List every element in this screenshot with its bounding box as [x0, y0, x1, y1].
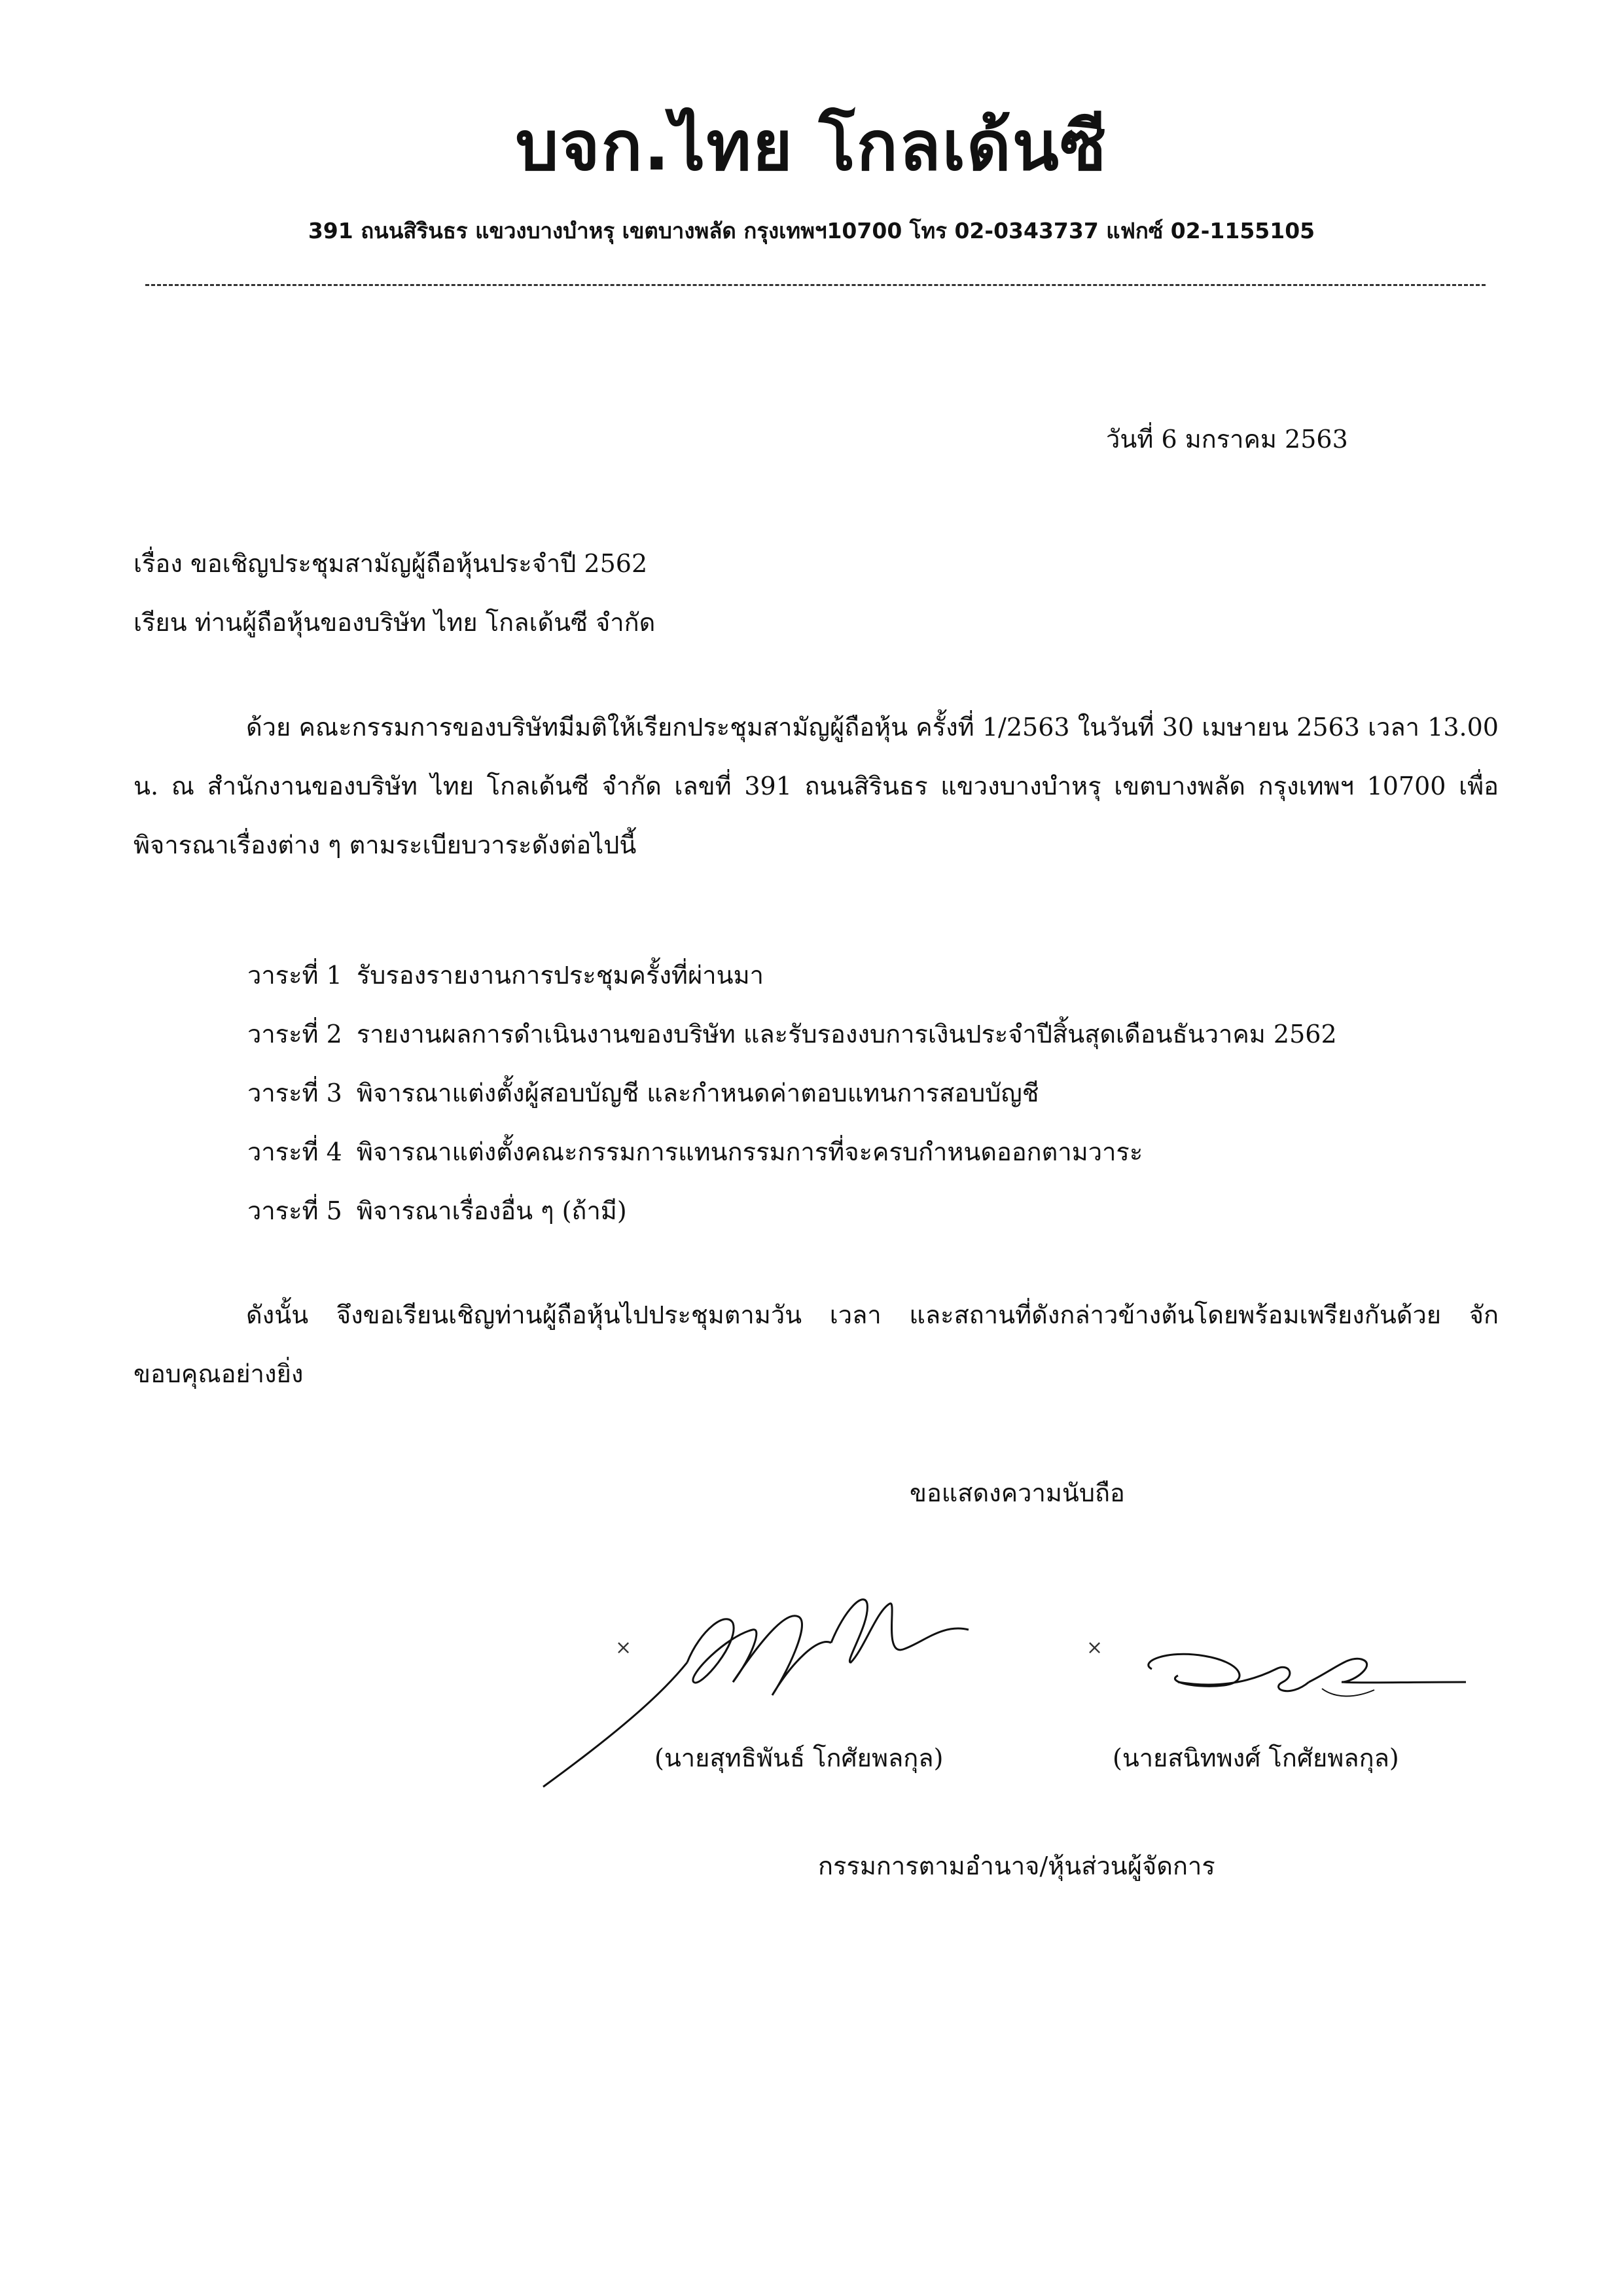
company-name: บจก.ไทย โกลเด้นซี	[515, 106, 1108, 186]
agenda-number: วาระที่ 1	[247, 961, 342, 990]
agenda-item	[247, 1067, 1337, 1126]
agenda-text: พิจารณาเรื่องอื่น ๆ (ถ้ามี)	[356, 1196, 627, 1225]
signer-2-name: (นายสนิทพงศ์ โกศัยพลกุล)	[1113, 1744, 1399, 1772]
closing-paragraph: ดังนั้น จึงขอเรียนเชิญท่านผู้ถือหุ้นไปประชุมตามวัน เวลา และสถานที่ดังกล่าวข้างต้นโดยพร้อมเพรียงกันด้วย จักขอบคุณอย่างยิ่ง	[134, 1300, 1499, 1388]
header-divider	[145, 284, 1486, 286]
agenda-number: วาระที่ 4	[247, 1138, 342, 1166]
letter-salutation: เรียน ท่านผู้ถือหุ้นของบริษัท ไทย โกลเด้นซี จำกัด	[134, 608, 656, 637]
agenda-item	[247, 1008, 1337, 1067]
agenda-number: วาระที่ 2	[247, 1020, 342, 1049]
sign-off: ขอแสดงความนับถือ	[910, 1479, 1125, 1507]
letter-date: วันที่ 6 มกราคม 2563	[1106, 425, 1348, 454]
company-address: 391 ถนนสิรินธร แขวงบางบำหรุ เขตบางพลัด กรุงเทพฯ10700 โทร 02-0343737 แฟกซ์ 02-1155105	[308, 218, 1315, 243]
agenda-item	[247, 1185, 1337, 1244]
agenda-text: พิจารณาแต่งตั้งคณะกรรมการแทนกรรมการที่จะครบกำหนดออกตามวาระ	[356, 1138, 1143, 1166]
signer-title: กรรมการตามอำนาจ/หุ้นส่วนผู้จัดการ	[818, 1852, 1215, 1880]
agenda-item	[247, 1126, 1337, 1185]
agenda-number: วาระที่ 5	[247, 1196, 342, 1225]
signature-mark-1: ×	[615, 1636, 632, 1659]
agenda-text: รับรองรายงานการประชุมครั้งที่ผ่านมา	[356, 961, 764, 990]
agenda-text: พิจารณาแต่งตั้งผู้สอบบัญชี และกำหนดค่าตอบแทนการสอบบัญชี	[356, 1079, 1039, 1107]
agenda-text: รายงานผลการดำเนินงานของบริษัท และรับรองงบการเงินประจำปีสิ้นสุดเดือนธันวาคม 2562	[356, 1020, 1337, 1049]
agenda-item	[247, 949, 1337, 1008]
agenda-number: วาระที่ 3	[247, 1079, 342, 1107]
signature-mark-2: ×	[1086, 1636, 1103, 1659]
letter-subject: เรื่อง ขอเชิญประชุมสามัญผู้ถือหุ้นประจำปี 2562	[134, 549, 648, 578]
agenda-list	[247, 949, 1337, 1244]
signer-1-name: (นายสุทธิพันธ์ โกศัยพลกุล)	[654, 1744, 944, 1772]
intro-paragraph: ด้วย คณะกรรมการของบริษัทมีมติให้เรียกประชุมสามัญผู้ถือหุ้น ครั้งที่ 1/2563 ในวันที่ 30 เมษายน 2563 เวลา 13.00 น. ณ สำนักงานของบริษัท ไทย โกลเด้นซี จำกัด เลขที่ 391 ถนนสิรินธร แขวงบางบำหรุ เขตบางพลัด กรุงเทพฯ 10700 เพื่อพิจารณาเรื่องต่าง ๆ ตามระเบียบวาระดังต่อไปนี้	[134, 713, 1499, 859]
signature-2-image	[1126, 1636, 1492, 1715]
